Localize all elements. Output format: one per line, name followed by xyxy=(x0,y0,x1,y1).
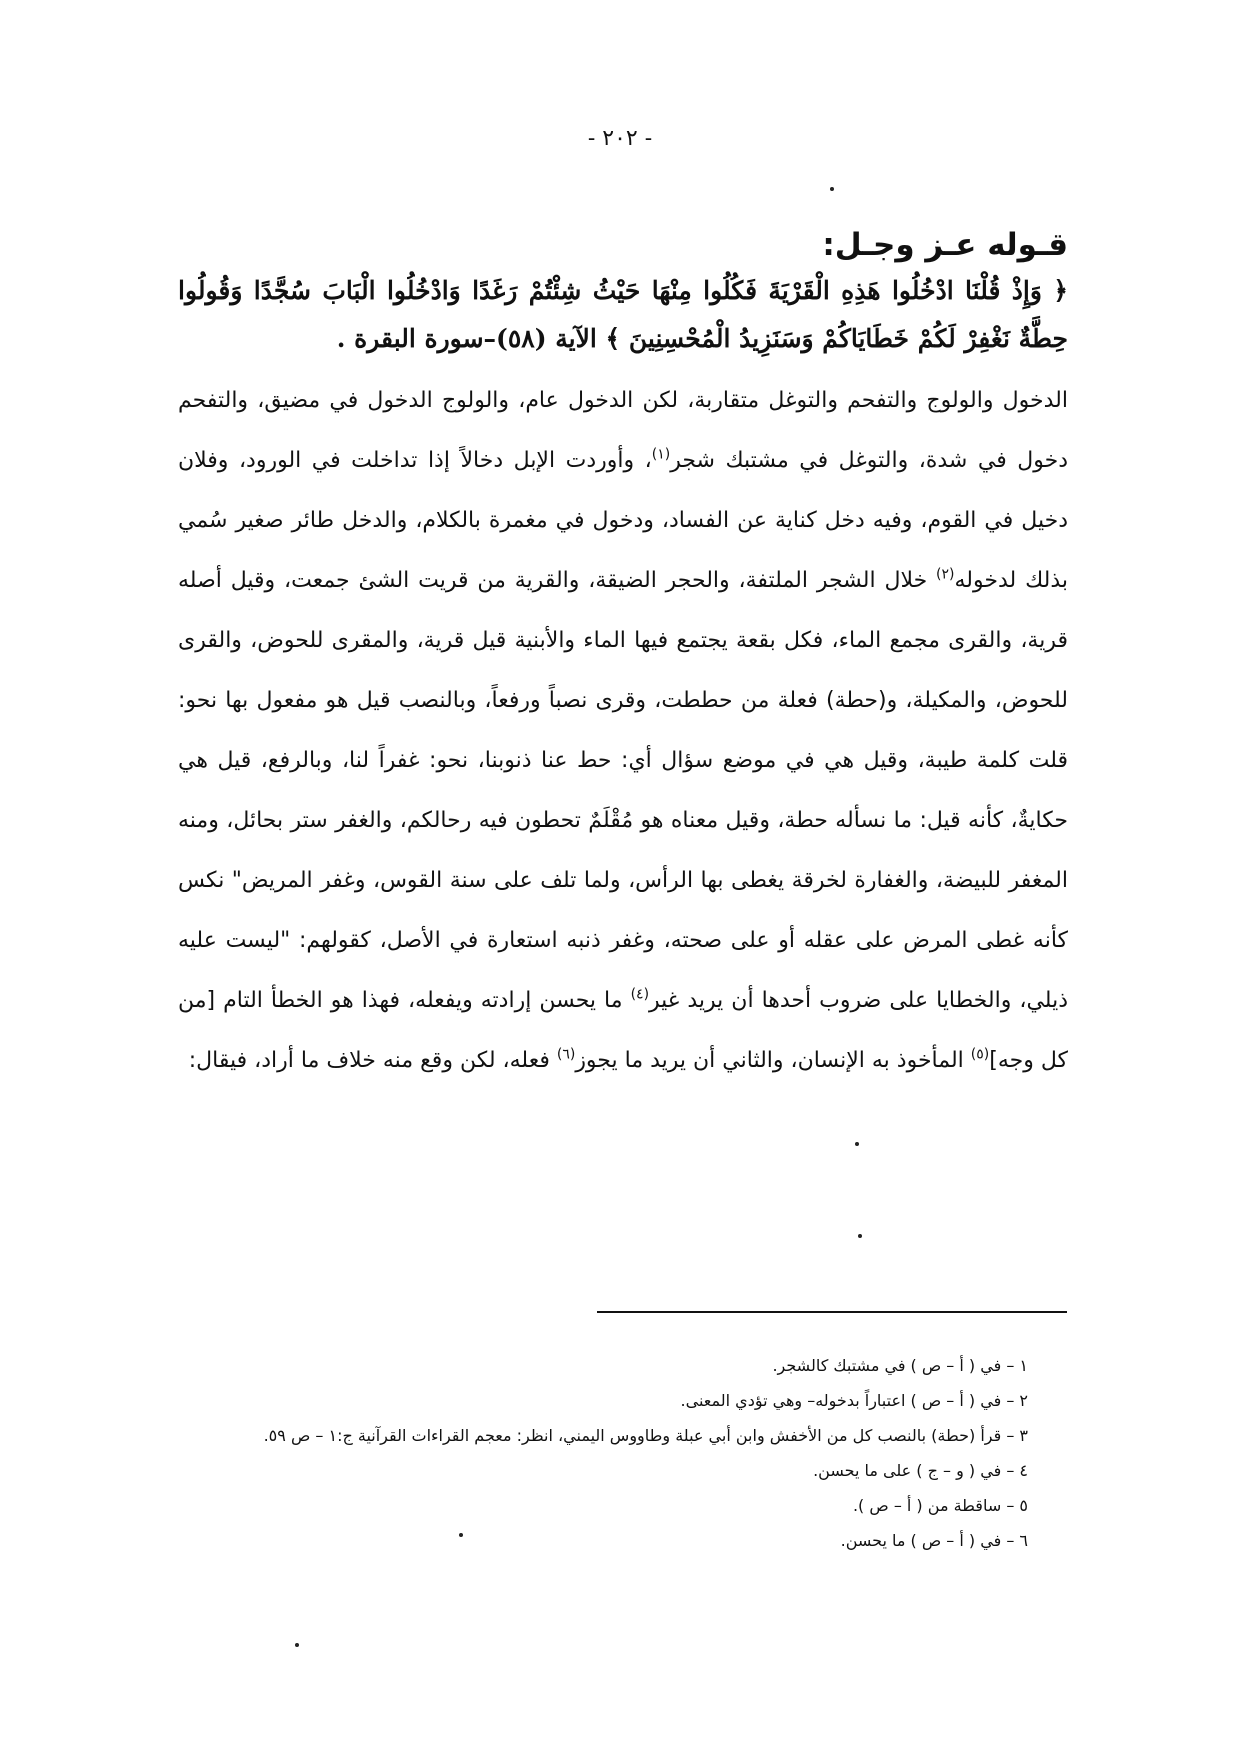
body-text: المأخوذ به الإنسان، والثاني أن يريد ما يجوز xyxy=(575,1048,971,1073)
scan-speck xyxy=(858,1234,862,1238)
footnote-ref-5[interactable]: (٥) xyxy=(970,1046,990,1063)
footnote-item: ٢ – في ( أ – ص ) اعتباراً بدخوله– وهي تؤدي المعنى. xyxy=(680,1391,1028,1410)
footnote-item: ٣ – قرأ (حطة) بالنصب كل من الأخفش وابن أبي عبلة وطاووس اليمني، انظر: معجم القراءات القرآنية ج:١ – ص ٥٩. xyxy=(263,1426,1028,1445)
section-heading: قـوله عـز وجـل: xyxy=(822,227,1068,263)
footnote-ref-6[interactable]: (٦) xyxy=(556,1046,576,1063)
footnote-ref-4[interactable]: (٤) xyxy=(630,986,650,1003)
footnote-item: ١ – في ( أ – ص ) في مشتبك كالشجر. xyxy=(772,1356,1028,1375)
footnote-item: ٥ – ساقطة من ( أ – ص ). xyxy=(852,1496,1028,1515)
footnote-ref-1[interactable]: (١) xyxy=(651,446,671,463)
body-text: ما يحسن إرادته ويفعله، فهذا هو الخطأ التام [من كل وجه] xyxy=(178,988,1068,1073)
main-content xyxy=(178,225,1068,1091)
quran-verse: ﴿ وَإِذْ قُلْنَا ادْخُلُوا هَذِهِ الْقَرْيَةَ فَكُلُوا مِنْهَا حَيْثُ شِئْتُمْ رَغَدًا وَادْخُلُوا الْبَابَ سُجَّدًا وَقُولُوا حِطَّةٌ نَغْفِرْ لَكُمْ خَطَايَاكُمْ وَسَنَزِيدُ الْمُحْسِنِينَ ﴾ الآية (٥٨)–سورة البقرة . xyxy=(178,276,1068,353)
scan-speck xyxy=(459,1533,463,1537)
scan-speck xyxy=(855,1142,859,1146)
footnote-item: ٦ – في ( أ – ص ) ما يحسن. xyxy=(840,1531,1028,1550)
footnotes-list xyxy=(178,1348,1068,1558)
body-text: فعله، لكن وقع منه خلاف ما أراد، فيقال: xyxy=(188,1048,557,1073)
body-text: خلال الشجر الملتفة، والحجر الضيقة، والقرية من قريت الشئ جمعت، وقيل أصله قرية، والقرى مجمع الماء، فكل بقعة يجتمع فيها الماء والأبنية قيل قرية، والمقرى للحوض، والقرى للحوض، والمكيلة، و(حطة) فعلة من حططت، وقرى نصباً ورفعاً، وبالنصب قيل هو مفعول بها نحو: قلت كلمة طيبة، وقيل هي في موضع سؤال أي: حط عنا ذنوبنا، نحو: غفراً لنا، وبالرفع، قيل هي حكايةٌ، كأنه قيل: ما نسأله حطة، وقيل معناه هو مُقْلَمٌ تحطون فيه رحالكم، والغفر ستر بحائل، ومنه المغفر للبيضة، والغفارة لخرقة يغطى بها الرأس، ولما تلف على سنة القوس، وغفر المريض" نكس كأنه غطى المرض على عقله أو على صحته، وغفر ذنبه استعارة في الأصل، كقولهم: "ليست عليه ذيلي، والخطايا على ضروب أحدها أن يريد غير xyxy=(178,568,1068,1013)
body-text: ، وأوردت الإبل دخالاً إذا تداخلت في الورود، وفلان دخيل في القوم، وفيه دخل كناية عن الفساد، ودخول في مغمرة بالكلام، والدخل طائر صغير سُمي بذلك لدخوله xyxy=(178,448,1068,593)
scan-speck xyxy=(830,187,834,191)
footnote-ref-2[interactable]: (٢) xyxy=(936,566,955,583)
body-text: الدخول والولوج والتفحم والتوغل متقاربة، لكن الدخول عام، والولوج الدخول في مضيق، والتفحم دخول في شدة، والتوغل في مشتبك شجر xyxy=(178,388,1068,473)
body-paragraph xyxy=(178,371,1068,1091)
page-number: - ٢٠٢ - xyxy=(587,126,653,151)
scan-speck xyxy=(295,1643,299,1647)
footnote-item: ٤ – في ( و – ج ) على ما يحسن. xyxy=(813,1461,1028,1480)
footnote-separator xyxy=(597,1311,1067,1313)
